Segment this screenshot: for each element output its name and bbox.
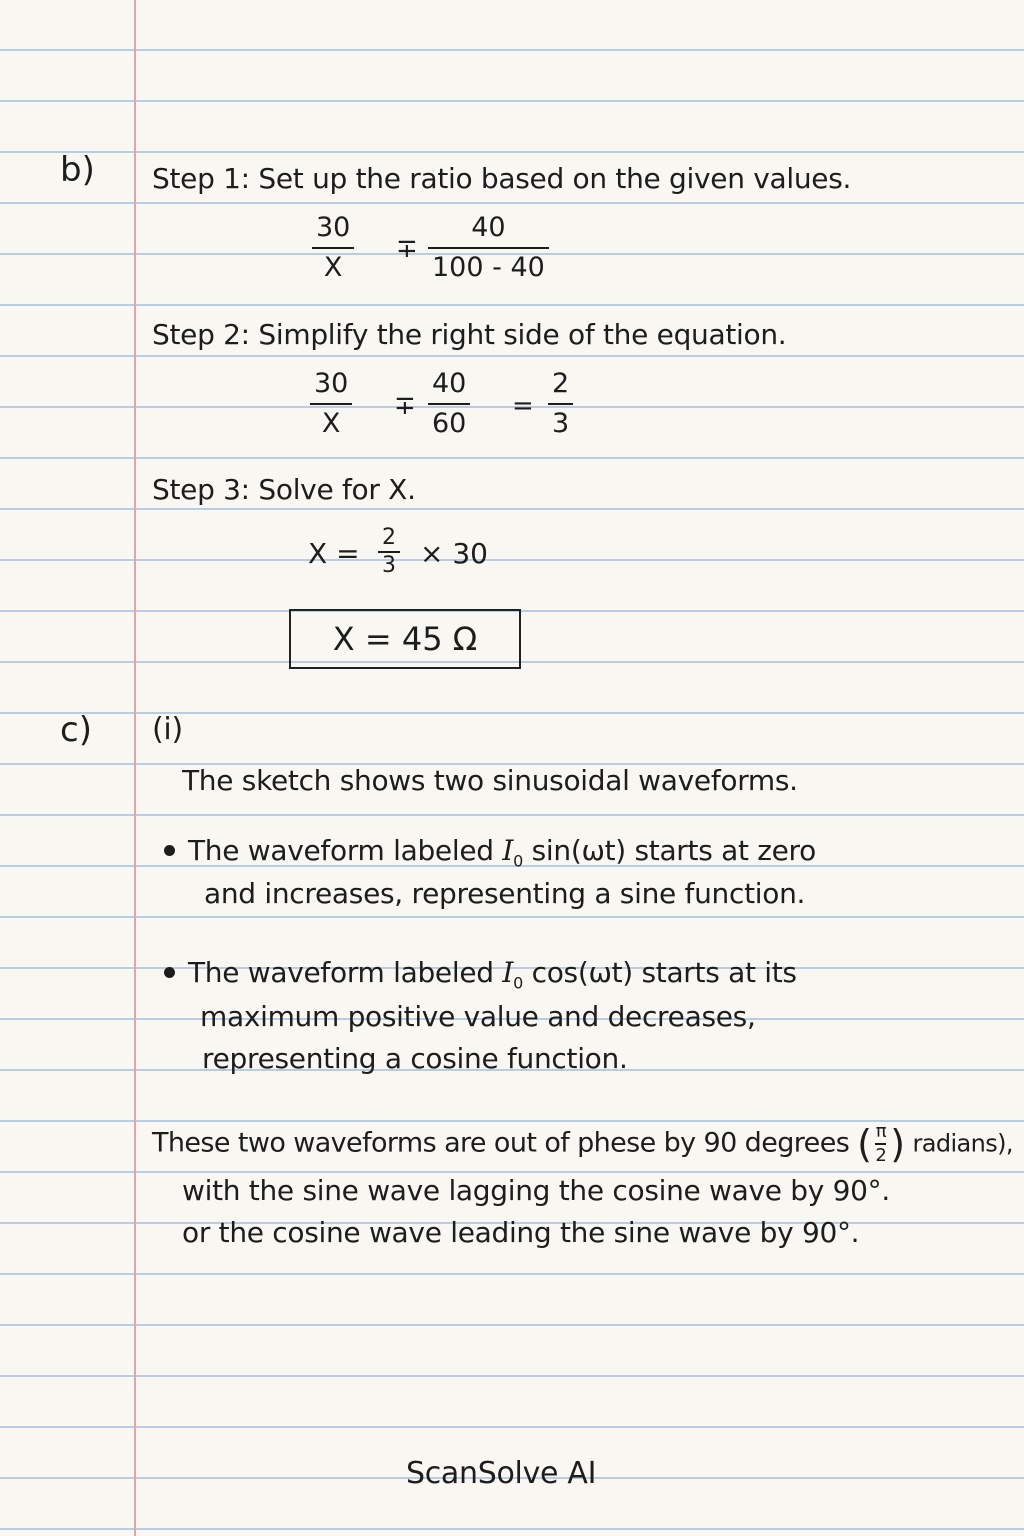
bullet-2-pre: The waveform labeled	[188, 956, 503, 989]
bullet-1-line-2: and increases, representing a sine function.	[204, 877, 806, 910]
step1-rhs-denominator: 100 - 40	[432, 252, 545, 283]
part-c-intro: The sketch shows two sinusoidal waveforms.	[182, 764, 798, 797]
bullet-1-symbol: I	[502, 834, 514, 867]
bullet-2-symbol: I	[502, 956, 514, 989]
step2-lhs-fraction	[310, 368, 352, 440]
final-answer: X = 45 Ω	[332, 620, 478, 658]
step1-rhs-numerator: 40	[471, 212, 506, 243]
bullet-1-subscript: 0	[513, 851, 523, 871]
bullet-1-line-1	[188, 834, 816, 871]
pi-denominator: 2	[875, 1145, 887, 1166]
step2-equals: =	[512, 391, 534, 421]
step2-text: Step 2: Simplify the right side of the equation.	[152, 318, 787, 351]
step3-denominator: 3	[382, 553, 396, 578]
bullet-2-subscript: 0	[513, 973, 523, 993]
step2-mid-denominator: 60	[432, 408, 467, 439]
step1-text: Step 1: Set up the ratio based on the given values.	[152, 162, 852, 195]
bullet-2-line-3: representing a cosine function.	[202, 1042, 628, 1075]
bullet-1-dot	[164, 845, 175, 856]
step2-operator: ∓	[394, 391, 416, 421]
step1-rhs-fraction	[428, 212, 549, 284]
step2-mid-numerator: 40	[432, 368, 467, 399]
bullet-2-line-1	[188, 956, 797, 993]
bullet-2-line-2: maximum positive value and decreases,	[200, 1000, 756, 1033]
step1-lhs-denominator: X	[323, 252, 343, 283]
part-c-label: c)	[60, 710, 92, 750]
step2-lhs-numerator: 30	[314, 368, 349, 399]
step1-operator: ∓	[396, 234, 418, 264]
step2-mid-fraction	[428, 368, 470, 440]
step3-eq-left: X =	[308, 537, 360, 570]
pi-over-2-fraction	[875, 1123, 886, 1165]
bullet-2-dot	[164, 967, 175, 978]
part-b-label: b)	[60, 150, 95, 190]
step2-lhs-denominator: X	[321, 408, 341, 439]
step3-text: Step 3: Solve for X.	[152, 473, 416, 506]
step1-lhs-numerator: 30	[316, 212, 351, 243]
conclusion-line-1: These two waveforms are out of phese by 90 degrees ( $\frac{\pi}{2}$ ) radians),	[152, 1121, 1013, 1166]
conclusion-line-1-post: radians),	[912, 1129, 1013, 1158]
step3-fraction	[378, 526, 400, 578]
bullet-2-func: cos(ωt) starts at its	[523, 956, 797, 989]
bullet-1-pre: The waveform labeled	[188, 834, 503, 867]
step2-rhs-denominator: 3	[552, 408, 570, 439]
notebook-margin-line	[134, 0, 136, 1536]
step3-numerator: 2	[382, 525, 396, 550]
step2-rhs-fraction	[548, 368, 573, 440]
bullet-1-func: sin(ωt) starts at zero	[523, 834, 816, 867]
pi-numerator: π	[875, 1121, 886, 1142]
final-answer-box	[289, 609, 521, 669]
conclusion-line-2: with the sine wave lagging the cosine wave by 90°.	[182, 1174, 890, 1207]
footer-watermark: ScanSolve AI	[406, 1456, 597, 1491]
part-c-sub-label: (i)	[152, 712, 183, 747]
step1-lhs-fraction	[312, 212, 354, 284]
conclusion-line-1-pre: These two waveforms are out of phese by 90 degrees	[152, 1127, 850, 1159]
step2-rhs-numerator: 2	[552, 368, 570, 399]
conclusion-line-3: or the cosine wave leading the sine wave by 90°.	[182, 1216, 860, 1249]
step3-eq-right: × 30	[420, 537, 488, 570]
